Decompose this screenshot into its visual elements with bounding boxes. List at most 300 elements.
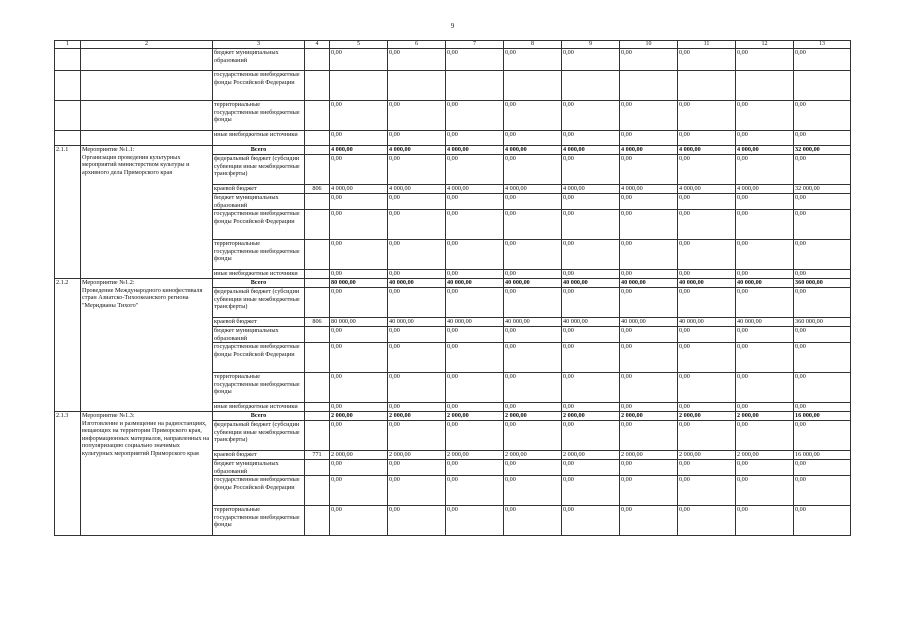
amount-cell: 0,00 [794, 476, 851, 506]
amount-cell: 80 000,00 [330, 318, 388, 327]
amount-cell: 0,00 [330, 327, 388, 343]
amount-cell: 0,00 [446, 327, 504, 343]
amount-cell: 0,00 [678, 506, 736, 536]
funding-source: федеральный бюджет (субсидии субвенции иные межбюджетные трансферты) [213, 288, 305, 318]
budget-table [54, 40, 851, 536]
amount-cell: 0,00 [736, 270, 794, 279]
row-number-cell [55, 49, 81, 71]
code-cell [305, 131, 330, 146]
column-number: 4 [305, 41, 330, 49]
funding-source: краевой бюджет [213, 185, 305, 194]
budget-code: 806 [305, 185, 330, 194]
column-header-row [55, 41, 851, 49]
amount-cell: 40 000,00 [504, 279, 562, 288]
amount-cell: 0,00 [504, 403, 562, 412]
amount-cell: 4 000,00 [446, 185, 504, 194]
amount-cell: 4 000,00 [330, 146, 388, 155]
budget-code [305, 270, 330, 279]
amount-cell: 0,00 [736, 210, 794, 240]
amount-cell: 0,00 [678, 373, 736, 403]
amount-cell: 0,00 [736, 373, 794, 403]
funding-source: федеральный бюджет (субсидии субвенции иные межбюджетные трансферты) [213, 421, 305, 451]
amount-cell: 0,00 [794, 421, 851, 451]
amount-cell: 0,00 [446, 210, 504, 240]
amount-cell: 0,00 [446, 101, 504, 131]
amount-cell: 4 000,00 [446, 146, 504, 155]
amount-cell: 0,00 [446, 155, 504, 185]
amount-cell: 0,00 [562, 288, 620, 318]
funding-source: Всего [213, 146, 305, 155]
amount-cell: 0,00 [330, 240, 388, 270]
amount-cell: 0,00 [620, 270, 678, 279]
amount-cell: 0,00 [620, 288, 678, 318]
measure-description [81, 146, 213, 279]
amount-cell: 0,00 [562, 270, 620, 279]
amount-cell: 0,00 [562, 240, 620, 270]
amount-cell: 0,00 [504, 194, 562, 210]
budget-code [305, 421, 330, 451]
amount-cell: 0,00 [620, 506, 678, 536]
amount-cell: 0,00 [562, 101, 620, 131]
amount-cell: 0,00 [504, 155, 562, 185]
amount-cell: 40 000,00 [678, 318, 736, 327]
amount-cell: 0,00 [446, 506, 504, 536]
budget-code: 771 [305, 451, 330, 460]
amount-cell: 0,00 [678, 210, 736, 240]
measure-description [81, 279, 213, 412]
amount-cell: 0,00 [330, 155, 388, 185]
page-number: 9 [450, 22, 455, 30]
amount-cell: 0,00 [388, 476, 446, 506]
measure-text: Организация проведения культурных мероприятий министерством культуры и архивного дела Приморского края [82, 153, 190, 176]
amount-cell: 0,00 [736, 101, 794, 131]
amount-cell: 0,00 [504, 131, 562, 146]
funding-source: иные внебюджетные источники [213, 131, 305, 146]
amount-cell: 0,00 [678, 460, 736, 476]
amount-cell: 4 000,00 [562, 146, 620, 155]
amount-cell: 0,00 [504, 373, 562, 403]
amount-cell: 0,00 [446, 240, 504, 270]
amount-cell: 2 000,00 [446, 451, 504, 460]
amount-cell: 0,00 [620, 460, 678, 476]
amount-cell: 2 000,00 [736, 451, 794, 460]
amount-cell: 0,00 [620, 343, 678, 373]
amount-cell: 40 000,00 [446, 318, 504, 327]
amount-cell: 0,00 [794, 101, 851, 131]
amount-cell: 0,00 [678, 194, 736, 210]
amount-cell: 0,00 [736, 49, 794, 71]
amount-cell: 0,00 [736, 131, 794, 146]
amount-cell: 0,00 [562, 131, 620, 146]
amount-cell: 0,00 [330, 270, 388, 279]
funding-source: государственные внебюджетные фонды Российской Федерации [213, 210, 305, 240]
budget-code: 806 [305, 318, 330, 327]
funding-source: бюджет муниципальных образований [213, 194, 305, 210]
description-cell [81, 71, 213, 101]
amount-cell: 0,00 [446, 131, 504, 146]
table-row [55, 101, 851, 131]
amount-cell: 0,00 [794, 327, 851, 343]
amount-cell: 0,00 [736, 327, 794, 343]
amount-cell: 0,00 [504, 270, 562, 279]
amount-cell: 0,00 [736, 506, 794, 536]
funding-source: иные внебюджетные источники [213, 403, 305, 412]
amount-cell: 0,00 [504, 49, 562, 71]
column-number: 12 [736, 41, 794, 49]
amount-cell: 0,00 [388, 373, 446, 403]
column-number: 3 [213, 41, 305, 49]
funding-source: краевой бюджет [213, 451, 305, 460]
amount-cell: 0,00 [562, 343, 620, 373]
amount-cell: 0,00 [388, 343, 446, 373]
column-number: 11 [678, 41, 736, 49]
amount-cell: 0,00 [330, 373, 388, 403]
amount-cell: 32 000,00 [794, 185, 851, 194]
amount-cell: 2 000,00 [388, 412, 446, 421]
amount-cell: 0,00 [678, 421, 736, 451]
amount-cell: 0,00 [620, 327, 678, 343]
amount-cell: 0,00 [794, 343, 851, 373]
amount-cell: 0,00 [678, 343, 736, 373]
amount-cell: 360 000,00 [794, 279, 851, 288]
amount-cell: 2 000,00 [504, 412, 562, 421]
amount-cell: 0,00 [446, 373, 504, 403]
budget-code [305, 460, 330, 476]
row-number-cell [55, 131, 81, 146]
amount-cell: 2 000,00 [620, 451, 678, 460]
amount-cell: 0,00 [330, 210, 388, 240]
amount-cell: 0,00 [794, 240, 851, 270]
amount-cell: 0,00 [794, 403, 851, 412]
funding-source: бюджет муниципальных образований [213, 49, 305, 71]
amount-cell: 0,00 [620, 476, 678, 506]
amount-cell: 2 000,00 [562, 412, 620, 421]
amount-cell: 2 000,00 [736, 412, 794, 421]
amount-cell: 2 000,00 [678, 451, 736, 460]
measure-title: Мероприятие №1.1: [82, 146, 135, 153]
amount-cell: 4 000,00 [736, 185, 794, 194]
table-row [55, 71, 851, 101]
measure-title: Мероприятие №1.3: [82, 412, 135, 419]
amount-cell: 0,00 [794, 49, 851, 71]
funding-source: Всего [213, 412, 305, 421]
amount-cell: 0,00 [504, 327, 562, 343]
funding-source: территориальные государственные внебюджетные фонды [213, 506, 305, 536]
amount-cell: 0,00 [504, 343, 562, 373]
budget-code [305, 343, 330, 373]
amount-cell: 0,00 [678, 403, 736, 412]
amount-cell: 0,00 [678, 155, 736, 185]
measure-title: Мероприятие №1.2: [82, 279, 135, 286]
amount-cell: 0,00 [446, 270, 504, 279]
amount-cell: 0,00 [388, 327, 446, 343]
amount-cell: 0,00 [794, 506, 851, 536]
amount-cell: 4 000,00 [736, 146, 794, 155]
amount-cell: 360 000,00 [794, 318, 851, 327]
amount-cell: 0,00 [504, 288, 562, 318]
amount-cell: 0,00 [736, 421, 794, 451]
code-cell [305, 71, 330, 101]
amount-cell: 40 000,00 [678, 279, 736, 288]
column-number: 1 [55, 41, 81, 49]
amount-cell: 80 000,00 [330, 279, 388, 288]
amount-cell [678, 71, 736, 101]
amount-cell: 0,00 [388, 506, 446, 536]
amount-cell: 40 000,00 [736, 318, 794, 327]
budget-code [305, 240, 330, 270]
row-number-cell: 2.1.2 [55, 279, 81, 412]
column-number: 8 [504, 41, 562, 49]
amount-cell: 0,00 [562, 421, 620, 451]
column-number: 13 [794, 41, 851, 49]
amount-cell: 4 000,00 [678, 185, 736, 194]
amount-cell: 2 000,00 [330, 412, 388, 421]
amount-cell: 2 000,00 [504, 451, 562, 460]
amount-cell: 0,00 [330, 421, 388, 451]
budget-code [305, 288, 330, 318]
amount-cell: 40 000,00 [504, 318, 562, 327]
amount-cell: 0,00 [620, 240, 678, 270]
amount-cell: 0,00 [678, 288, 736, 318]
amount-cell: 4 000,00 [330, 185, 388, 194]
funding-source: федеральный бюджет (субсидии субвенции иные межбюджетные трансферты) [213, 155, 305, 185]
amount-cell: 0,00 [562, 403, 620, 412]
amount-cell: 0,00 [794, 210, 851, 240]
amount-cell: 4 000,00 [562, 185, 620, 194]
amount-cell: 4 000,00 [678, 146, 736, 155]
amount-cell: 40 000,00 [620, 318, 678, 327]
column-number: 9 [562, 41, 620, 49]
amount-cell: 4 000,00 [504, 185, 562, 194]
budget-code [305, 373, 330, 403]
funding-source: территориальные государственные внебюджетные фонды [213, 373, 305, 403]
amount-cell: 0,00 [504, 421, 562, 451]
amount-cell: 0,00 [794, 373, 851, 403]
funding-source: краевой бюджет [213, 318, 305, 327]
amount-cell: 4 000,00 [620, 185, 678, 194]
amount-cell: 0,00 [794, 460, 851, 476]
amount-cell: 40 000,00 [388, 318, 446, 327]
amount-cell: 16 000,00 [794, 451, 851, 460]
amount-cell: 0,00 [446, 476, 504, 506]
amount-cell: 0,00 [736, 240, 794, 270]
code-cell [305, 101, 330, 131]
amount-cell: 0,00 [562, 460, 620, 476]
description-cell [81, 131, 213, 146]
funding-source: бюджет муниципальных образований [213, 327, 305, 343]
amount-cell: 0,00 [678, 476, 736, 506]
amount-cell: 2 000,00 [620, 412, 678, 421]
row-number-cell [55, 101, 81, 131]
amount-cell: 2 000,00 [562, 451, 620, 460]
amount-cell: 0,00 [330, 460, 388, 476]
budget-code [305, 403, 330, 412]
amount-cell: 0,00 [330, 131, 388, 146]
amount-cell: 0,00 [388, 210, 446, 240]
amount-cell [330, 71, 388, 101]
amount-cell: 0,00 [504, 101, 562, 131]
budget-code [305, 506, 330, 536]
amount-cell: 0,00 [794, 155, 851, 185]
table-row [55, 49, 851, 71]
amount-cell: 2 000,00 [446, 412, 504, 421]
amount-cell: 40 000,00 [446, 279, 504, 288]
column-number: 2 [81, 41, 213, 49]
amount-cell: 40 000,00 [620, 279, 678, 288]
amount-cell: 4 000,00 [620, 146, 678, 155]
table-row [55, 412, 851, 421]
amount-cell: 0,00 [504, 240, 562, 270]
amount-cell: 0,00 [446, 460, 504, 476]
amount-cell: 0,00 [330, 476, 388, 506]
amount-cell: 0,00 [736, 155, 794, 185]
amount-cell: 0,00 [736, 403, 794, 412]
funding-source: бюджет муниципальных образований [213, 460, 305, 476]
amount-cell: 0,00 [504, 506, 562, 536]
amount-cell: 0,00 [388, 240, 446, 270]
row-number-cell: 2.1.1 [55, 146, 81, 279]
amount-cell: 0,00 [446, 421, 504, 451]
budget-code [305, 279, 330, 288]
amount-cell: 0,00 [330, 403, 388, 412]
amount-cell: 0,00 [794, 288, 851, 318]
amount-cell: 0,00 [562, 49, 620, 71]
amount-cell: 0,00 [736, 288, 794, 318]
amount-cell: 40 000,00 [562, 279, 620, 288]
amount-cell: 0,00 [620, 194, 678, 210]
amount-cell: 0,00 [388, 131, 446, 146]
amount-cell: 0,00 [446, 49, 504, 71]
amount-cell [446, 71, 504, 101]
amount-cell: 0,00 [678, 327, 736, 343]
table-body [55, 41, 851, 536]
amount-cell: 0,00 [330, 343, 388, 373]
amount-cell: 0,00 [562, 194, 620, 210]
amount-cell [620, 71, 678, 101]
measure-text: Проведение Международного кинофестиваля стран Азиатско-Тихоокеанского региона "Меридианы Тихого" [82, 286, 203, 309]
amount-cell: 0,00 [388, 460, 446, 476]
amount-cell: 40 000,00 [736, 279, 794, 288]
amount-cell: 0,00 [388, 194, 446, 210]
amount-cell: 0,00 [736, 194, 794, 210]
description-cell [81, 101, 213, 131]
amount-cell [388, 71, 446, 101]
budget-code [305, 476, 330, 506]
measure-text: Изготовление и размещение на радиостанциях, вещающих на территории Приморского края, информационных материалов, направленных на популяризацию социально значимых культурных мероприятий Приморского края [82, 419, 210, 457]
funding-source: территориальные государственные внебюджетные фонды [213, 101, 305, 131]
amount-cell: 0,00 [794, 270, 851, 279]
amount-cell: 0,00 [388, 421, 446, 451]
funding-source: иные внебюджетные источники [213, 270, 305, 279]
amount-cell: 0,00 [620, 101, 678, 131]
amount-cell: 0,00 [330, 101, 388, 131]
funding-source: государственные внебюджетные фонды Российской Федерации [213, 343, 305, 373]
amount-cell: 0,00 [504, 460, 562, 476]
amount-cell: 0,00 [446, 343, 504, 373]
amount-cell: 0,00 [446, 403, 504, 412]
amount-cell: 4 000,00 [388, 185, 446, 194]
amount-cell: 0,00 [330, 288, 388, 318]
amount-cell: 0,00 [330, 49, 388, 71]
funding-source: Всего [213, 279, 305, 288]
amount-cell: 0,00 [678, 270, 736, 279]
amount-cell: 0,00 [446, 288, 504, 318]
amount-cell: 0,00 [446, 194, 504, 210]
amount-cell: 0,00 [562, 476, 620, 506]
column-number: 5 [330, 41, 388, 49]
funding-source: государственные внебюджетные фонды Российской Федерации [213, 71, 305, 101]
amount-cell: 16 000,00 [794, 412, 851, 421]
amount-cell: 0,00 [678, 131, 736, 146]
measure-description [81, 412, 213, 536]
column-number: 7 [446, 41, 504, 49]
amount-cell: 0,00 [388, 270, 446, 279]
amount-cell: 0,00 [562, 210, 620, 240]
budget-code [305, 155, 330, 185]
amount-cell: 0,00 [504, 476, 562, 506]
amount-cell: 40 000,00 [388, 279, 446, 288]
amount-cell: 32 000,00 [794, 146, 851, 155]
amount-cell: 0,00 [620, 131, 678, 146]
amount-cell: 0,00 [736, 460, 794, 476]
budget-code [305, 146, 330, 155]
amount-cell: 0,00 [620, 421, 678, 451]
amount-cell: 0,00 [620, 49, 678, 71]
amount-cell: 0,00 [678, 101, 736, 131]
amount-cell: 0,00 [620, 403, 678, 412]
budget-code [305, 210, 330, 240]
amount-cell: 0,00 [388, 403, 446, 412]
amount-cell [504, 71, 562, 101]
row-number-cell [55, 71, 81, 101]
amount-cell: 0,00 [620, 210, 678, 240]
amount-cell: 0,00 [678, 49, 736, 71]
amount-cell: 0,00 [330, 506, 388, 536]
amount-cell [562, 71, 620, 101]
amount-cell: 2 000,00 [388, 451, 446, 460]
column-number: 10 [620, 41, 678, 49]
budget-code [305, 412, 330, 421]
amount-cell: 0,00 [620, 155, 678, 185]
amount-cell: 0,00 [736, 343, 794, 373]
table-row [55, 131, 851, 146]
amount-cell [736, 71, 794, 101]
amount-cell: 0,00 [562, 155, 620, 185]
description-cell [81, 49, 213, 71]
code-cell [305, 49, 330, 71]
amount-cell: 0,00 [562, 373, 620, 403]
amount-cell: 0,00 [794, 131, 851, 146]
amount-cell: 0,00 [388, 101, 446, 131]
table-row [55, 279, 851, 288]
amount-cell: 0,00 [562, 506, 620, 536]
budget-code [305, 194, 330, 210]
table-row [55, 146, 851, 155]
funding-source: территориальные государственные внебюджетные фонды [213, 240, 305, 270]
amount-cell: 4 000,00 [504, 146, 562, 155]
amount-cell: 0,00 [388, 288, 446, 318]
amount-cell [794, 71, 851, 101]
amount-cell: 4 000,00 [388, 146, 446, 155]
funding-source: государственные внебюджетные фонды Российской Федерации [213, 476, 305, 506]
amount-cell: 0,00 [388, 49, 446, 71]
amount-cell: 0,00 [562, 327, 620, 343]
amount-cell: 0,00 [330, 194, 388, 210]
column-number: 6 [388, 41, 446, 49]
amount-cell: 2 000,00 [678, 412, 736, 421]
amount-cell: 2 000,00 [330, 451, 388, 460]
amount-cell: 0,00 [388, 155, 446, 185]
